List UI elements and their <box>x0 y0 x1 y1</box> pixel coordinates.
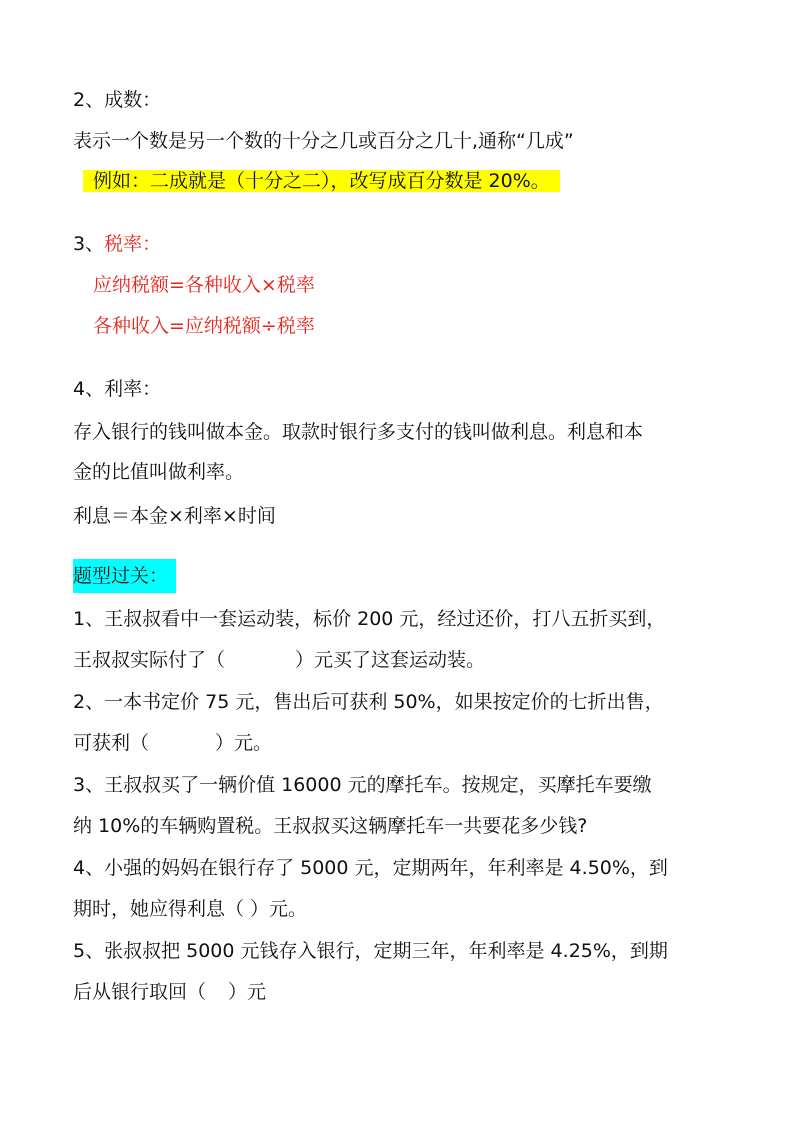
lilv-formula: 利息＝本金×利率×时间 <box>73 505 276 527</box>
exercise-2-text-a: 可获利（ <box>73 732 150 754</box>
exercise-3-line1: 3、王叔叔买了一辆价值 16000 元的摩托车。按规定，买摩托车要缴 <box>73 774 652 796</box>
exercise-1-text-a: 王叔叔实际付了（ <box>73 649 226 671</box>
exercise-2-line1: 2、一本书定价 75 元，售出后可获利 50%，如果按定价的七折出售， <box>73 691 664 713</box>
exercises-heading-highlight: 题型过关： <box>73 559 176 593</box>
exercise-1-text-b: ）元买了这套运动装。 <box>295 649 486 671</box>
shuilv-formula-income: 各种收入=应纳税额÷税率 <box>93 315 315 337</box>
exercise-4-line2: 期时，她应得利息（ ）元。 <box>73 898 308 920</box>
shuilv-heading-label: 税率： <box>104 233 162 255</box>
exercise-5-line1: 5、张叔叔把 5000 元钱存入银行，定期三年，年利率是 4.25%，到期 <box>73 940 668 962</box>
exercise-5-text-a: 后从银行取回（ <box>73 981 207 1003</box>
lilv-definition-line2: 金的比值叫做利率。 <box>73 461 245 483</box>
exercise-2-text-b: ）元。 <box>215 732 273 754</box>
section-heading-shuilv <box>73 230 161 258</box>
exercise-5-text-b: ）元 <box>228 981 267 1003</box>
shuilv-formula-tax: 应纳税额=各种收入×税率 <box>93 274 315 296</box>
exercise-4-line1: 4、小强的妈妈在银行存了 5000 元，定期两年，年利率是 4.50%，到 <box>73 857 668 879</box>
exercise-5-line2 <box>73 978 266 1006</box>
lilv-definition-line1: 存入银行的钱叫做本金。取款时银行多支付的钱叫做利息。利息和本 <box>73 421 644 443</box>
chengshu-example <box>83 167 560 195</box>
chengshu-example-highlight: 例如：二成就是（十分之二），改写成百分数是 20%。 <box>83 170 560 192</box>
exercise-1-line2 <box>73 646 485 674</box>
exercise-2-line2 <box>73 729 272 757</box>
exercises-heading <box>73 562 176 590</box>
section-heading-lilv: 4、利率： <box>73 378 162 400</box>
chengshu-definition: 表示一个数是另一个数的十分之几或百分之几十,通称“几成” <box>73 130 574 152</box>
section-heading-chengshu: 2、成数： <box>73 89 162 111</box>
exercise-1-line1: 1、王叔叔看中一套运动装，标价 200 元，经过还价，打八五折买到， <box>73 608 666 630</box>
exercise-3-line2: 纳 10%的车辆购置税。王叔叔买这辆摩托车一共要花多少钱? <box>73 815 588 837</box>
shuilv-heading-number: 3、 <box>73 233 105 255</box>
